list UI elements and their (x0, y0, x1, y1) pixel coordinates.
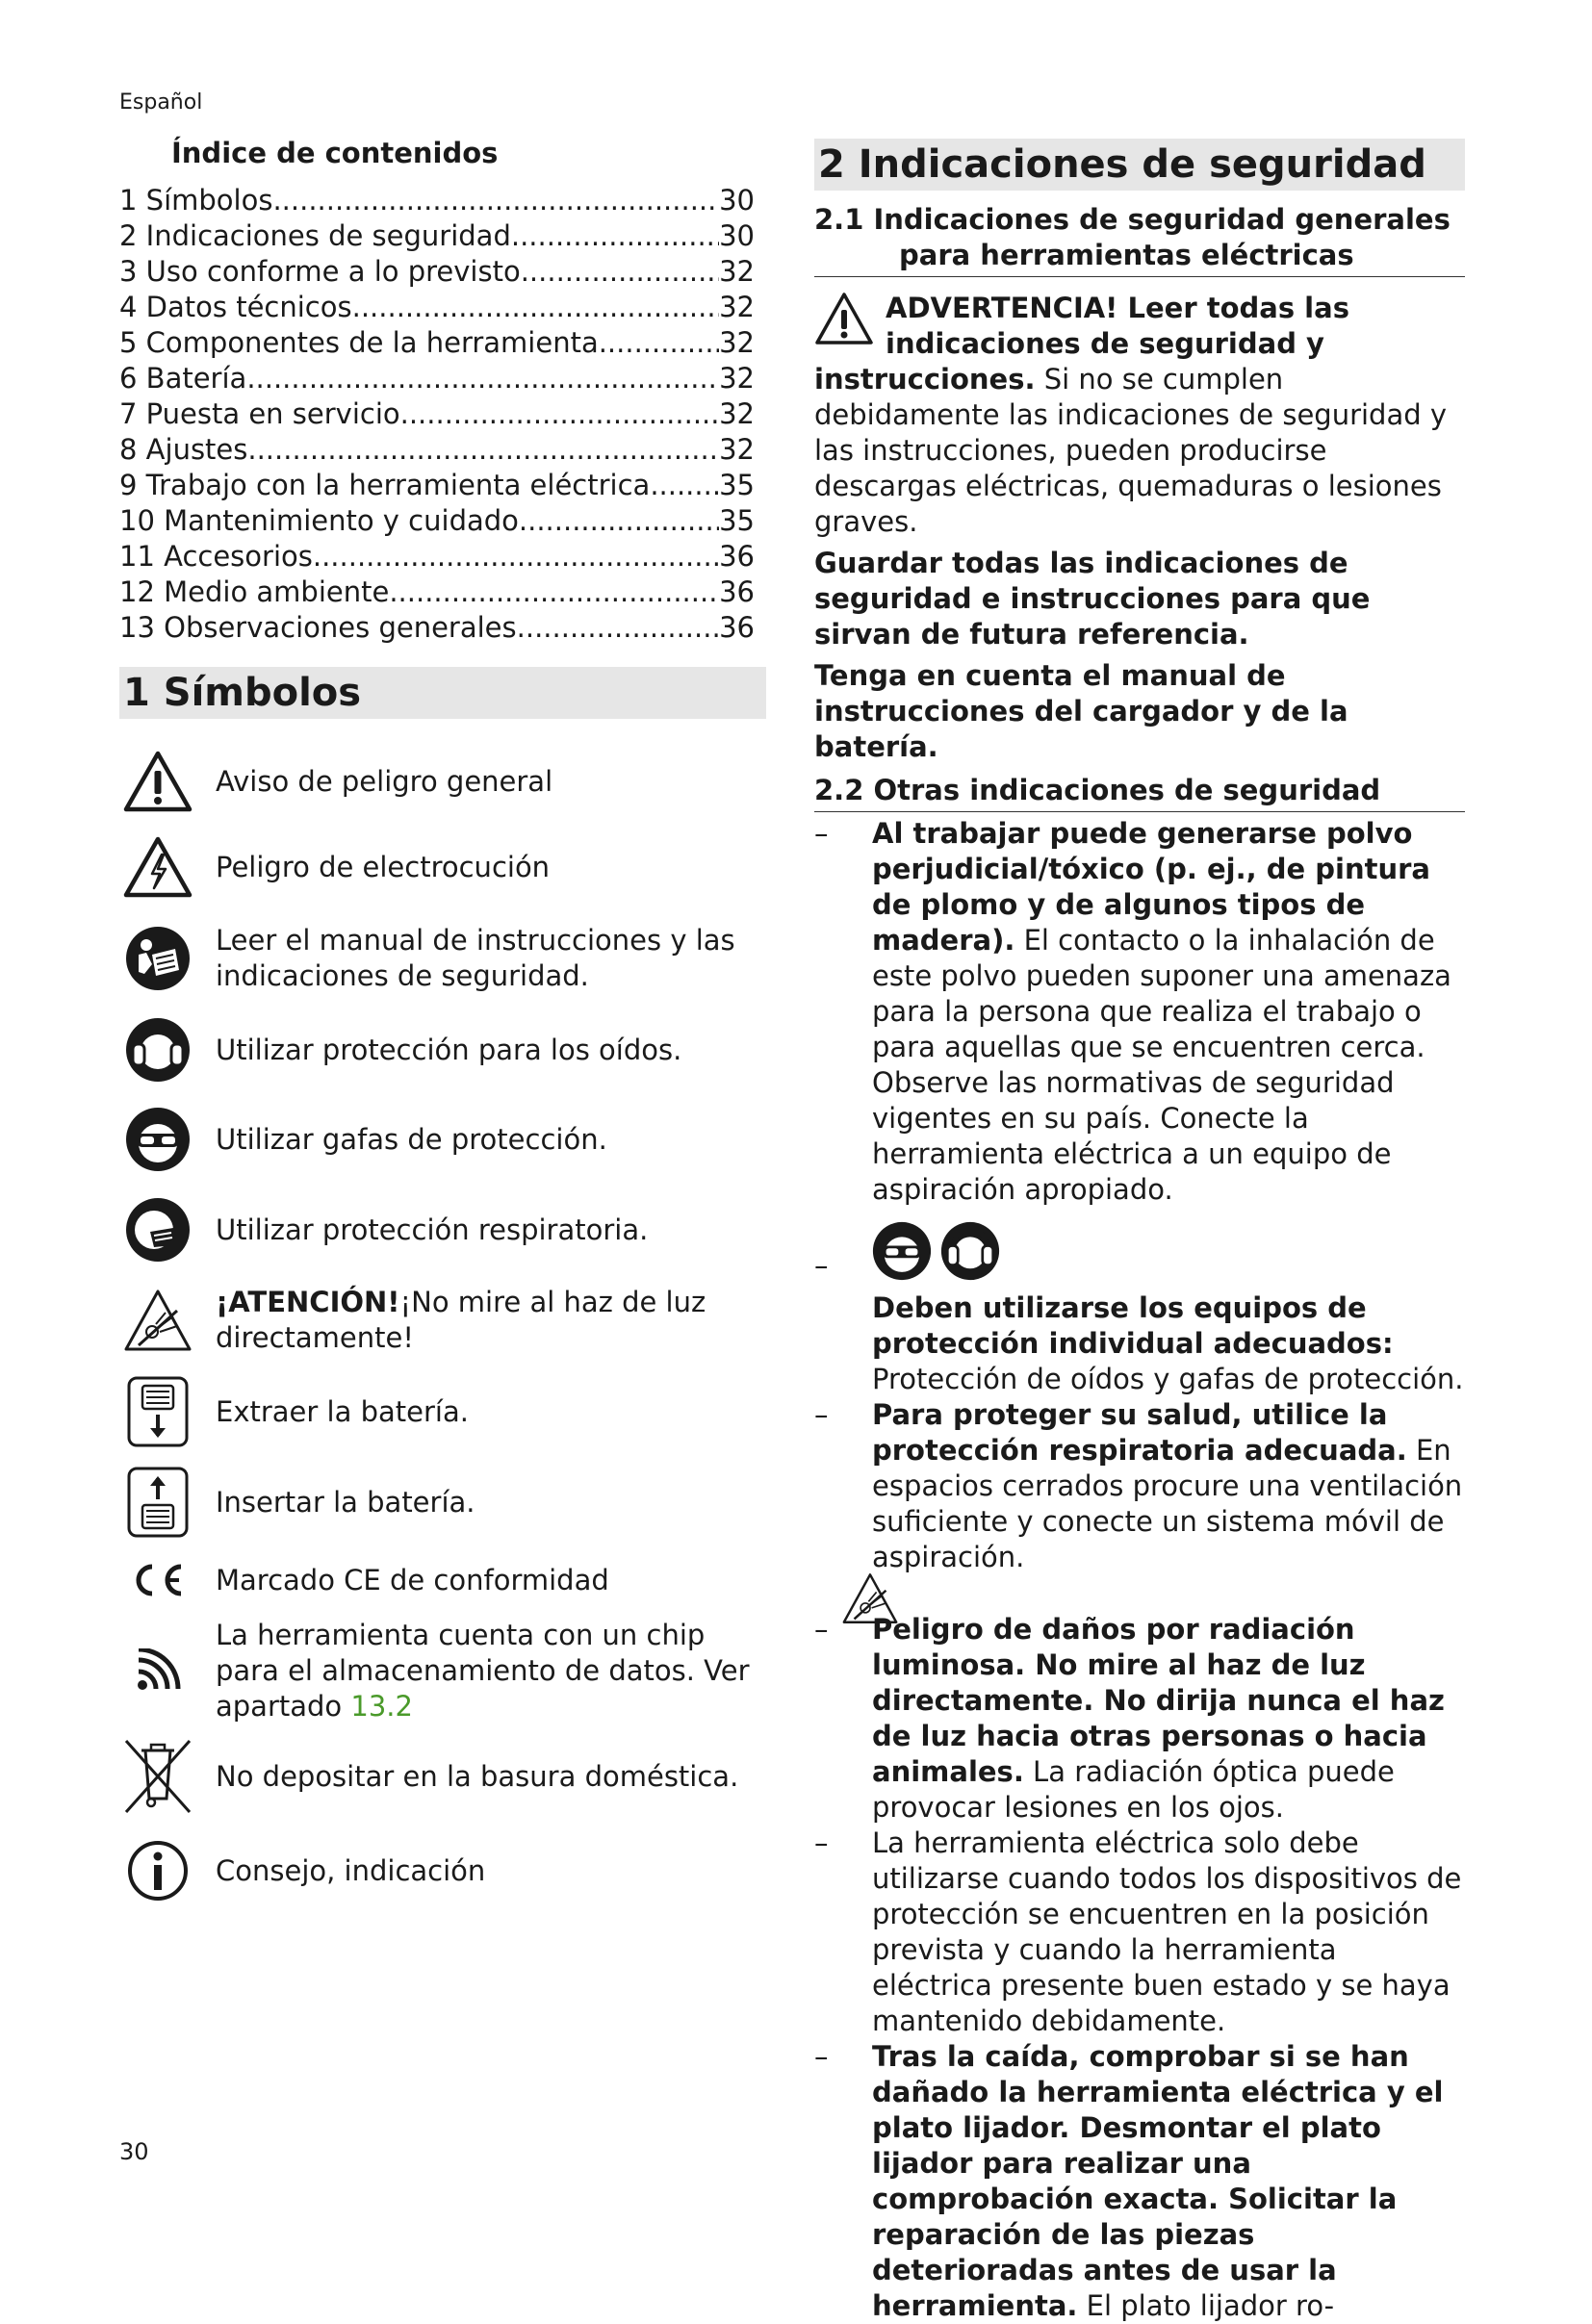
other-safety-heading: 2.2 Otras indicaciones de seguridad (814, 773, 1465, 812)
symbol-text: No depositar en la basura doméstica. (216, 1759, 739, 1793)
symbol-row (119, 1826, 766, 1916)
toc-entry-page: 30 (719, 184, 755, 217)
attention-label: ¡ATENCIÓN! (216, 1286, 400, 1318)
toc-leader-dots (599, 325, 719, 361)
dash: – (814, 1249, 829, 1282)
toc-entry-label: 11 Accesorios (119, 540, 313, 573)
symbol-text: Consejo, indicación (216, 1853, 486, 1887)
toc-entry-label: 2 Indicaciones de seguridad (119, 219, 511, 252)
toc-leader-dots (247, 432, 719, 468)
nfc-chip-icon (119, 1648, 196, 1693)
toc-leader-dots (400, 396, 719, 432)
symbol-row (119, 1546, 766, 1614)
toc-entry-page: 32 (719, 397, 755, 430)
toc-leader-dots (246, 361, 719, 396)
general-safety-heading-line2: para herramientas eléctricas (899, 239, 1354, 271)
attention-text: ¡No mire al haz de luz directamente! (216, 1286, 706, 1354)
no-household-waste-icon (119, 1737, 196, 1816)
symbol-row (119, 1185, 766, 1275)
symbol-text (216, 1285, 755, 1356)
warning-bold: ADVERTENCIA! Leer todas las indicaciones de seguridad y instrucciones. (814, 292, 1349, 396)
ppe-text: Protección de oídos y gafas de protección. (872, 1363, 1464, 1395)
ear-protection-icon (940, 1221, 1000, 1290)
toc-entry-page: 32 (719, 433, 755, 466)
toc-entry-page: 32 (719, 362, 755, 395)
toc-entry[interactable] (119, 432, 755, 468)
page-language: Español (119, 90, 203, 115)
symbol-text: Leer el manual de instrucciones y las indicaciones de seguridad. (216, 924, 735, 992)
toc-leader-dots (517, 610, 719, 646)
toc-leader-dots (272, 183, 719, 218)
dash: – (814, 1826, 829, 1859)
symbol-text: Marcado CE de conformidad (216, 1563, 609, 1596)
battery-insert-icon (119, 1467, 196, 1538)
general-safety-heading-line1: 2.1 Indicaciones de seguridad generales (814, 203, 1451, 236)
toc-entry[interactable] (119, 325, 755, 361)
toc-entry-label: 8 Ajustes (119, 433, 248, 466)
toc-entry-label: 12 Medio ambiente (119, 575, 390, 608)
toc-leader-dots (521, 254, 719, 290)
toc-entry-page: 36 (719, 540, 755, 573)
safety-heading: 2 Indicaciones de seguridad (814, 139, 1465, 191)
toc-entry[interactable] (119, 503, 755, 539)
toc-entry-label: 10 Mantenimiento y cuidado (119, 504, 519, 537)
toc-leader-dots (519, 503, 719, 539)
symbol-text (216, 1618, 755, 1724)
eye-protection-icon (119, 1107, 196, 1172)
toc-entry-label: 9 Trabajo con la herramienta eléctrica (119, 469, 651, 501)
toc-leader-dots (389, 575, 719, 610)
toc-entry-page: 36 (719, 575, 755, 608)
toc-title: Índice de contenidos (171, 137, 499, 169)
info-icon (119, 1840, 196, 1902)
symbol-text: Extraer la batería. (216, 1394, 469, 1428)
eye-protection-icon (872, 1221, 932, 1290)
dash: – (814, 1613, 829, 1646)
fall-bold: Tras la caída, comprobar si se han dañado la herramienta eléctrica y el plato lijador. Desmontar el plato lijador para realizar una comprobación exacta. Solicitar la reparación de las piezas deterioradas antes de usar la herramienta. (872, 2040, 1444, 2322)
respiratory-item (814, 1397, 1465, 1575)
laser-warning-icon (841, 1571, 899, 1634)
dust-item (814, 816, 1465, 1208)
warning-triangle-icon (119, 750, 196, 813)
toc-leader-dots (352, 290, 719, 325)
read-manual-icon (119, 926, 196, 991)
toc-leader-dots (313, 539, 719, 575)
toc-entry[interactable] (119, 183, 755, 218)
toc-list (119, 183, 766, 646)
symbol-text: Aviso de peligro general (216, 764, 553, 798)
symbol-row (119, 1366, 766, 1458)
symbol-row (119, 823, 766, 911)
page-number: 30 (119, 2138, 149, 2165)
battery-remove-icon (119, 1376, 196, 1447)
respiratory-protection-icon (119, 1197, 196, 1263)
toc-entry[interactable] (119, 468, 755, 503)
toc-leader-dots (511, 218, 719, 254)
symbol-row (119, 1458, 766, 1546)
general-safety-heading (814, 202, 1465, 277)
toc-entry[interactable] (119, 218, 755, 254)
toc-entry[interactable] (119, 610, 755, 646)
symbol-row (119, 740, 766, 823)
laser-warning-icon (119, 1288, 196, 1353)
toc-entry-page: 32 (719, 291, 755, 323)
symbol-text: Utilizar protección respiratoria. (216, 1213, 649, 1246)
dash: – (814, 2040, 829, 2073)
fall-text: El plato lijador ro- (1077, 2289, 1335, 2322)
ce-mark-icon (119, 1563, 196, 1597)
light-radiation-item (814, 1612, 1465, 1826)
toc-entry-label: 5 Componentes de la herramienta (119, 326, 599, 359)
warning-text: Si no se cumplen debidamente las indicaciones de seguridad y las instrucciones, pueden producirse descargas eléctricas, quemaduras o lesiones graves. (814, 363, 1448, 538)
toc-entry-label: 3 Uso conforme a lo previsto (119, 255, 521, 288)
ppe-item (814, 1290, 1465, 1397)
dust-bold: Al trabajar puede generarse polvo perjudicial/tóxico (p. ej., de pintura de plomo y de algunos tipos de madera). (872, 817, 1430, 957)
toc-entry-page: 32 (719, 326, 755, 359)
protective-devices-item (814, 1826, 1465, 2039)
toc-entry-page: 30 (719, 219, 755, 252)
dust-text: El contacto o la inhalación de este polvo pueden suponer una amenaza para la persona que realiza el trabajo o para aquellas que se encuentren cerca. Observe las normativas de seguridad vigentes en su país. Conecte la herramienta eléctrica a un equipo de aspiración apropiado. (872, 924, 1451, 1206)
light-text: La radiación óptica puede provocar lesiones en los ojos. (872, 1755, 1395, 1824)
respiratory-bold: Para proteger su salud, utilice la protección respiratoria adecuada. (872, 1398, 1407, 1467)
fall-check-item (814, 2039, 1465, 2324)
toc-entry[interactable] (119, 290, 755, 325)
symbol-text: Utilizar protección para los oídos. (216, 1033, 682, 1066)
toc-entry-page: 36 (719, 611, 755, 644)
symbol-row (119, 1006, 766, 1094)
charger-note: Tenga en cuenta el manual de instrucciones del cargador y de la batería. (814, 659, 1348, 763)
symbols-heading: 1 Símbolos (119, 667, 766, 719)
dash: – (814, 817, 829, 850)
symbol-row (119, 1614, 766, 1727)
nfc-text: La herramienta cuenta con un chip para el almacenamiento de datos. Ver apartado (216, 1618, 750, 1723)
symbol-text: Utilizar gafas de protección. (216, 1122, 607, 1156)
section-link[interactable]: 13.2 (350, 1689, 413, 1723)
toc-entry[interactable] (119, 575, 755, 610)
symbol-row (119, 911, 766, 1006)
toc-entry-label: 7 Puesta en servicio (119, 397, 400, 430)
toc-entry-page: 35 (719, 469, 755, 501)
symbol-row (119, 1727, 766, 1826)
toc-entry-label: 13 Observaciones generales (119, 611, 517, 644)
ppe-bold: Deben utilizarse los equipos de protección individual adecuados: (872, 1291, 1394, 1360)
toc-entry-label: 6 Batería (119, 362, 247, 395)
toc-entry-label: 1 Símbolos (119, 184, 273, 217)
ear-protection-icon (119, 1017, 196, 1083)
symbol-text: Peligro de electrocución (216, 850, 551, 883)
electric-hazard-icon (119, 835, 196, 899)
toc-entry-label: 4 Datos técnicos (119, 291, 352, 323)
symbol-list (119, 740, 766, 1916)
right-column (814, 139, 1465, 2324)
toc-entry[interactable] (119, 254, 755, 290)
toc-entry-page: 35 (719, 504, 755, 537)
warning-icon (814, 291, 886, 358)
toc-entry[interactable] (119, 396, 755, 432)
symbol-row (119, 1094, 766, 1185)
respiratory-text: En espacios cerrados procure una ventilación suficiente y conecte un sistema móvil de aspiración. (872, 1434, 1463, 1573)
toc-entry[interactable] (119, 539, 755, 575)
toc-entry-page: 32 (719, 255, 755, 288)
symbol-text: Insertar la batería. (216, 1485, 475, 1519)
ppe-icons-row (814, 1221, 1465, 1287)
toc-leader-dots (650, 468, 719, 503)
light-bold: Peligro de daños por radiación luminosa. No mire al haz de luz directamente. No dirija nunca el haz de luz hacia otras personas o hacia animales. (872, 1613, 1445, 1788)
left-column (119, 135, 766, 1916)
keep-instructions: Guardar todas las indicaciones de seguridad e instrucciones para que sirvan de futura referencia. (814, 547, 1371, 651)
symbol-row (119, 1275, 766, 1366)
devices-text: La herramienta eléctrica solo debe utilizarse cuando todos los dispositivos de protección se encuentren en la posición prevista y cuando la herramienta eléctrica presente buen estado y se haya mantenido debidamente. (872, 1826, 1462, 2037)
warning-paragraph (814, 291, 1465, 540)
dash: – (814, 1398, 829, 1431)
toc-entry[interactable] (119, 361, 755, 396)
